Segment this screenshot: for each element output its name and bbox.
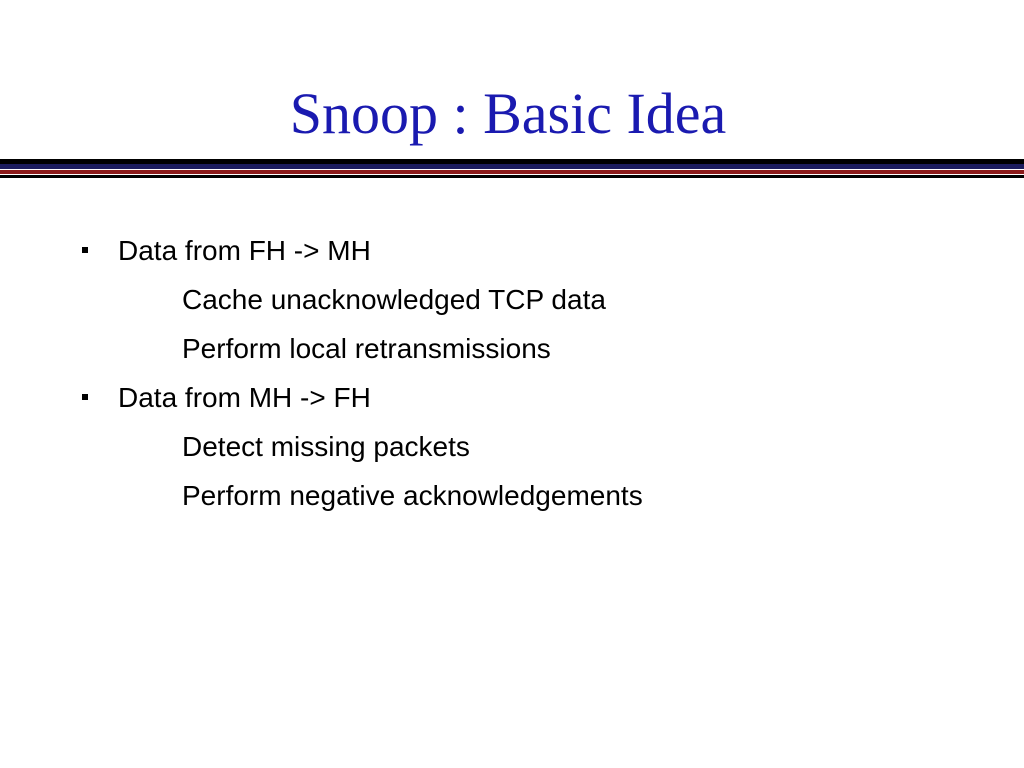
bullet-text: Data from MH -> FH [118, 382, 371, 413]
sub-item-text: Perform negative acknowledgements [182, 480, 643, 511]
sub-item [0, 324, 1024, 373]
sub-item [0, 422, 1024, 471]
square-bullet-icon [82, 394, 88, 400]
slide-title: Snoop : Basic Idea [289, 81, 727, 146]
bullet-item [0, 373, 1024, 422]
square-bullet-icon [82, 247, 88, 253]
sub-item-text: Detect missing packets [182, 431, 470, 462]
bullet-text: Data from FH -> MH [118, 235, 371, 266]
sub-item-text: Perform local retransmissions [182, 333, 551, 364]
bullet-item [0, 226, 1024, 275]
sub-item-text: Cache unacknowledged TCP data [182, 284, 606, 315]
sub-item [0, 471, 1024, 520]
sub-item [0, 275, 1024, 324]
title-rule-black-bottom [0, 175, 1024, 178]
slide-body [0, 226, 1024, 520]
title-rule-navy [0, 164, 1024, 169]
title-rule-red [0, 170, 1024, 174]
